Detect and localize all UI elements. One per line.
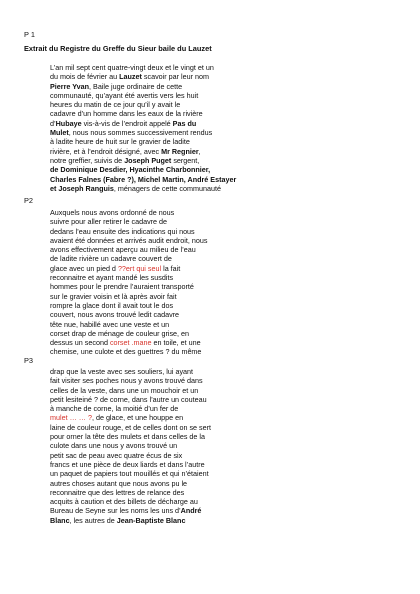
text-line [50, 264, 380, 273]
document-title: Extrait du Registre du Greffe du Sieur baile du Lauzet [24, 44, 212, 53]
text-line [50, 254, 380, 263]
text-line [50, 395, 380, 404]
highlighted-text: mulet … … ? [50, 413, 92, 423]
text-run: reconnaitre et ayant mandé les susdits [50, 273, 174, 283]
bold-text: de Dominique Desdier, Hyacinthe Charbonnier, [50, 165, 211, 175]
text-run: , Baile juge ordinaire de cette [89, 81, 183, 91]
text-run: Bureau de Seyne sur les noms les uns d’ [50, 506, 181, 516]
text-line [50, 460, 380, 469]
text-run: L’an mil sept cent quatre-vingt deux et le vingt et un [50, 63, 214, 72]
text-run: d’ [50, 118, 56, 128]
section-label-p3: P3 [24, 356, 34, 365]
text-line [50, 184, 380, 193]
text-line [50, 386, 380, 395]
text-line [50, 245, 380, 254]
bold-text: Jean-Baptiste Blanc [116, 515, 186, 525]
bold-text: André [180, 506, 202, 516]
text-line [50, 488, 380, 497]
text-line [50, 329, 380, 338]
bold-text: Blanc [50, 515, 70, 525]
text-run: à ladite heure de huit sur le gravier de ladite [50, 137, 190, 147]
text-run: drap que la veste avec ses souliers, lui ayant [50, 367, 194, 376]
text-line [50, 236, 380, 245]
text-run: glace avec un pied d [50, 263, 118, 273]
text-run: notre greffier, suivis de [50, 155, 125, 165]
text-run: rompre la glace dont il avait tout le dos [50, 300, 174, 310]
text-run: Auxquels nous avons ordonné de nous [50, 208, 175, 217]
text-run: dessus un second [50, 338, 110, 348]
text-line [50, 208, 380, 217]
text-run: petit lesiteiné ? de corne, dans l’autre un couteau [50, 394, 207, 404]
section-label-p2: P2 [24, 196, 34, 205]
text-run: , de glace, et une houppe en [91, 413, 184, 423]
paragraph-p2 [50, 208, 380, 357]
text-run: petit sac de peau avec quatre écus de six [50, 450, 183, 460]
text-line [50, 128, 380, 137]
text-run: rivière, et à l’endroit désigné, avec [50, 146, 162, 156]
text-line [50, 217, 380, 226]
text-run: , nous nous sommes successivement rendus [68, 128, 213, 138]
text-line [50, 109, 380, 118]
text-line [50, 273, 380, 282]
text-line [50, 347, 380, 356]
text-line [50, 301, 380, 310]
text-run: hommes pour le prendre l’auraient transporté [50, 282, 194, 292]
bold-text: et Joseph Ranguis [50, 183, 114, 193]
text-line [50, 100, 380, 109]
text-run: de ladite rivière un cadavre couvert de [50, 254, 172, 264]
bold-text: Joseph Puget [124, 155, 172, 165]
text-line [50, 137, 380, 146]
text-run: en toile, et une [151, 338, 201, 348]
text-run: dedans l’eau ensuite des indications qui nous [50, 226, 195, 236]
text-line [50, 432, 380, 441]
text-line [50, 82, 380, 91]
text-run: , [198, 146, 201, 156]
text-run: acquits à caution et des billets de décharge au [50, 497, 198, 507]
text-line [50, 147, 380, 156]
text-line [50, 63, 380, 72]
text-run: autres choses autant que nous avons pu le [50, 478, 188, 488]
paragraph-p1 [50, 63, 380, 193]
text-line [50, 310, 380, 319]
bold-text: Lauzet [119, 72, 142, 82]
text-line [50, 469, 380, 478]
text-run: un paquet de papiers tout mouillés et qui n’étaient [50, 469, 209, 479]
text-run: scavoir par leur nom [141, 72, 209, 82]
text-run: cadavre d’un homme dans les eaux de la rivière [50, 109, 203, 119]
text-line [50, 367, 380, 376]
bold-text: Pierre Yvan [50, 81, 90, 91]
text-run: avons effectivement aperçu au milieu de l’eau [50, 245, 196, 255]
text-run: laine de couleur rouge, et de celles dont on se sert [50, 422, 212, 432]
text-run: fait visiter ses poches nous y avons trouvé dans [50, 376, 203, 386]
bold-text: Mulet [50, 128, 69, 138]
bold-text: Pas du [172, 118, 197, 128]
bold-text: Hubaye [55, 118, 82, 128]
highlighted-text: ??ert qui seul [117, 263, 162, 273]
text-line [50, 292, 380, 301]
text-run: reconnaitre que des lettres de relance des [50, 487, 185, 497]
section-label-p1: P 1 [24, 30, 35, 39]
paragraph-p3 [50, 367, 380, 525]
text-run: avaient été données et arrivés audit endroit, nous [50, 235, 208, 245]
text-line [50, 423, 380, 432]
text-line [50, 72, 380, 81]
text-line [50, 404, 380, 413]
highlighted-text: corset .mane [109, 338, 152, 348]
text-run: pour orner la tête des mulets et dans celles de la [50, 432, 206, 442]
bold-text: Charles Falnes (Fabre ?), Michel Martin, André Estayer [50, 174, 237, 184]
text-run: , ménagers de cette communauté [113, 183, 221, 193]
text-run: du mois de février au [50, 72, 120, 82]
text-run: celles de la veste, dans une un mouchoir et un [50, 385, 199, 395]
text-line [50, 413, 380, 422]
text-run: suivre pour aller retirer le cadavre de [50, 217, 168, 227]
text-line [50, 119, 380, 128]
text-line [50, 376, 380, 385]
text-run: à manche de corne, la moitié d’un fer de [50, 404, 179, 414]
text-line [50, 516, 380, 525]
text-run: sergent, [171, 155, 200, 165]
text-line [50, 227, 380, 236]
text-run: sur le gravier voisin et là après avoir fait [50, 291, 177, 301]
text-run: corset drap de ménage de couleur grise, en [50, 328, 190, 338]
text-run: , les autres de [69, 515, 117, 525]
text-line [50, 175, 380, 184]
text-line [50, 338, 380, 347]
text-line [50, 165, 380, 174]
text-run: culote dans une nous y avons trouvé un [50, 441, 178, 451]
text-run: tête nue, habillé avec une veste et un [50, 319, 170, 329]
text-line [50, 497, 380, 506]
text-line [50, 479, 380, 488]
text-line [50, 441, 380, 450]
text-line [50, 282, 380, 291]
text-run: communauté, qu’ayant été avertis vers les huit [50, 90, 199, 100]
text-line [50, 91, 380, 100]
text-line [50, 156, 380, 165]
text-run: francs et une pièce de deux liards et dans l’autre [50, 459, 205, 469]
text-line [50, 451, 380, 460]
bold-text: Mr Regnier [161, 146, 199, 156]
text-run: vis-à-vis de l’endroit appelé [81, 118, 173, 128]
text-line [50, 506, 380, 515]
text-run: couvert, nous avons trouvé ledit cadavre [50, 310, 180, 320]
text-run: la fait [161, 263, 181, 273]
text-run: heures du matin de ce jour qu’il y avait le [50, 100, 181, 110]
text-run: chemise, une culote et des guettres ? du même [50, 347, 202, 357]
text-line [50, 320, 380, 329]
